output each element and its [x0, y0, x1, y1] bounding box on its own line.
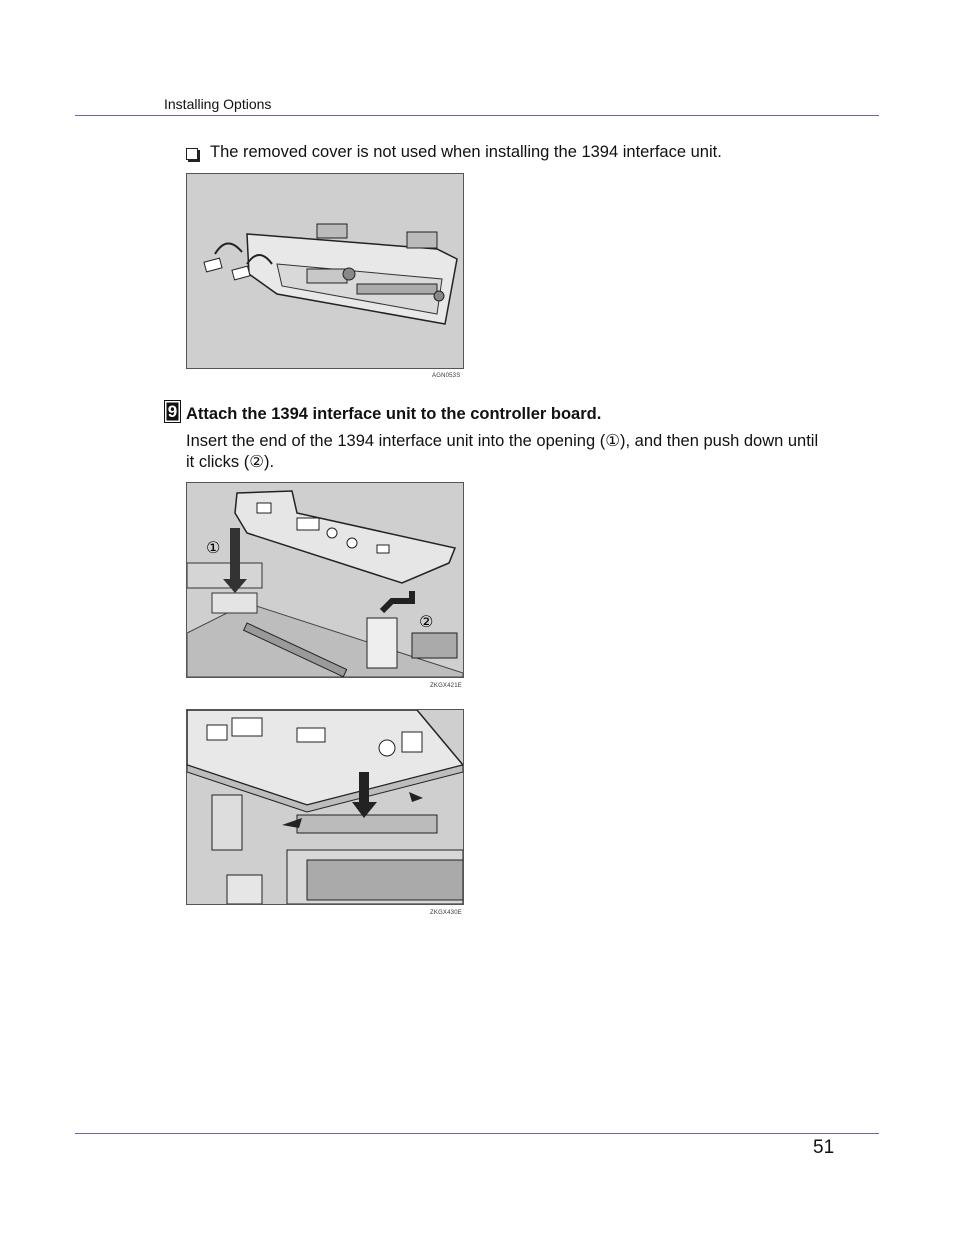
step-number-badge: 9 — [164, 400, 181, 423]
note-checkbox-icon — [186, 148, 198, 160]
step-heading: Attach the 1394 interface unit to the controller board. — [186, 405, 602, 423]
section-title: Installing Options — [164, 96, 272, 112]
figure-code: ZKGX421E — [430, 683, 462, 689]
cover-removal-illustration — [187, 174, 463, 368]
note — [186, 143, 722, 162]
figure-code: AGN053S — [432, 373, 461, 379]
page-number: 51 — [813, 1137, 835, 1158]
footer-rule — [75, 1133, 879, 1134]
figure-push-down — [186, 709, 464, 905]
figure-insert-unit — [186, 482, 464, 678]
insert-unit-illustration — [187, 483, 463, 677]
callout-1: ① — [206, 538, 221, 557]
figure-remove-cover — [186, 173, 464, 369]
figure-code: ZKGX430E — [430, 910, 462, 916]
note-text: The removed cover is not used when installing the 1394 interface unit. — [210, 143, 722, 161]
header-rule — [75, 115, 879, 116]
callout-2: ② — [419, 612, 434, 631]
step-instructions: Insert the end of the 1394 interface unit into the opening (①), and then push down until it clicks (②). — [186, 432, 819, 471]
push-down-illustration — [187, 710, 463, 904]
